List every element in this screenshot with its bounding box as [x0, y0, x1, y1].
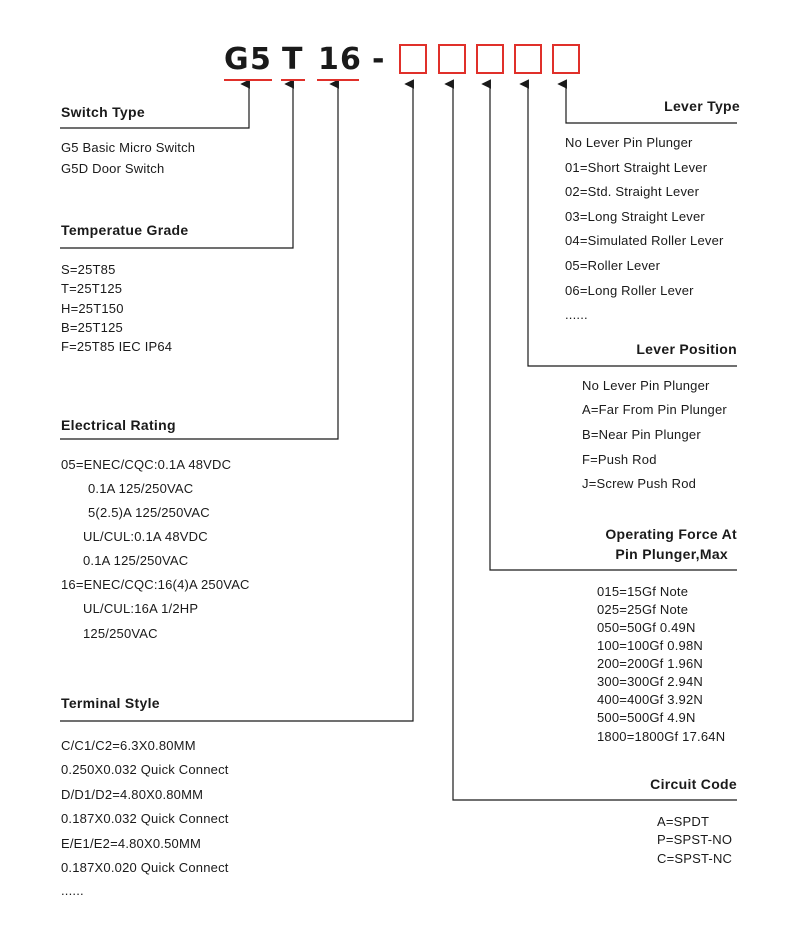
- list-item: 025=25Gf Note: [597, 602, 689, 617]
- list-item: UL/CUL:16A 1/2HP: [83, 601, 199, 616]
- list-item: 1800=1800Gf 17.64N: [597, 729, 726, 744]
- lever-position-title: Lever Position: [636, 341, 737, 357]
- list-item: E/E1/E2=4.80X0.50MM: [61, 836, 202, 851]
- list-item: 200=200Gf 1.96N: [597, 656, 703, 671]
- list-item: G5 Basic Micro Switch: [61, 140, 196, 155]
- option-box-circuit-code: [438, 44, 466, 74]
- list-item: F=25T85 IEC IP64: [61, 339, 173, 354]
- list-item: 0.187X0.020 Quick Connect: [61, 860, 229, 875]
- list-item: B=25T125: [61, 320, 123, 335]
- lever-position-connector: [528, 84, 737, 366]
- list-item: ......: [565, 307, 588, 322]
- list-item: 16=ENEC/CQC:16(4)A 250VAC: [61, 577, 250, 592]
- list-item: 06=Long Roller Lever: [565, 283, 694, 298]
- list-item: 5(2.5)A 125/250VAC: [88, 505, 210, 520]
- list-item: 0.187X0.032 Quick Connect: [61, 811, 229, 826]
- list-item: 015=15Gf Note: [597, 584, 689, 599]
- list-item: C=SPST-NC: [657, 851, 733, 866]
- terminal-style-title: Terminal Style: [61, 695, 160, 711]
- list-item: H=25T150: [61, 301, 124, 316]
- code-char-5: 5: [250, 42, 271, 77]
- switch-type-title: Switch Type: [61, 104, 145, 120]
- list-item: B=Near Pin Plunger: [582, 427, 701, 442]
- list-item: 125/250VAC: [83, 626, 158, 641]
- list-item: J=Screw Push Rod: [582, 476, 697, 491]
- temperature-grade-underline: [281, 79, 305, 81]
- temperature-grade-title: Temperatue Grade: [61, 222, 189, 238]
- list-item: 05=ENEC/CQC:0.1A 48VDC: [61, 457, 232, 472]
- list-item: UL/CUL:0.1A 48VDC: [83, 529, 208, 544]
- list-item: A=SPDT: [657, 814, 710, 829]
- operating-force-connector: [490, 84, 737, 570]
- list-item: 01=Short Straight Lever: [565, 160, 708, 175]
- option-box-terminal-style: [399, 44, 427, 74]
- list-item: T=25T125: [61, 281, 123, 296]
- list-item: 02=Std. Straight Lever: [565, 184, 700, 199]
- list-item: 300=300Gf 2.94N: [597, 674, 703, 689]
- code-char-t: T: [282, 42, 303, 77]
- code-char-1: 1: [318, 42, 339, 77]
- operating-force-title-line2: Pin Plunger,Max: [615, 546, 728, 562]
- lever-type-title: Lever Type: [664, 98, 740, 114]
- list-item: P=SPST-NO: [657, 832, 733, 847]
- list-item: 0.250X0.032 Quick Connect: [61, 762, 229, 777]
- list-item: D/D1/D2=4.80X0.80MM: [61, 787, 204, 802]
- option-box-lever-type: [552, 44, 580, 74]
- option-box-lever-position: [514, 44, 542, 74]
- list-item: 050=50Gf 0.49N: [597, 620, 696, 635]
- list-item: C/C1/C2=6.3X0.80MM: [61, 738, 196, 753]
- list-item: G5D Door Switch: [61, 161, 165, 176]
- list-item: 03=Long Straight Lever: [565, 209, 705, 224]
- list-item: 0.1A 125/250VAC: [88, 481, 194, 496]
- list-item: S=25T85: [61, 262, 116, 277]
- list-item: A=Far From Pin Plunger: [582, 402, 727, 417]
- operating-force-title-line1: Operating Force At: [605, 526, 737, 542]
- list-item: 100=100Gf 0.98N: [597, 638, 703, 653]
- code-char-6: 6: [340, 42, 361, 77]
- code-char-dash: -: [372, 42, 385, 77]
- code-char-g: G: [224, 42, 249, 77]
- list-item: ......: [61, 883, 84, 898]
- list-item: No Lever Pin Plunger: [582, 378, 710, 393]
- list-item: 04=Simulated Roller Lever: [565, 233, 724, 248]
- switch-type-underline: [224, 79, 272, 81]
- list-item: 500=500Gf 4.9N: [597, 710, 696, 725]
- list-item: No Lever Pin Plunger: [565, 135, 693, 150]
- list-item: 0.1A 125/250VAC: [83, 553, 189, 568]
- electrical-rating-title: Electrical Rating: [61, 417, 176, 433]
- electrical-rating-underline: [317, 79, 359, 81]
- circuit-code-title: Circuit Code: [650, 776, 737, 792]
- list-item: 05=Roller Lever: [565, 258, 661, 273]
- option-box-operating-force: [476, 44, 504, 74]
- list-item: F=Push Rod: [582, 452, 657, 467]
- list-item: 400=400Gf 3.92N: [597, 692, 703, 707]
